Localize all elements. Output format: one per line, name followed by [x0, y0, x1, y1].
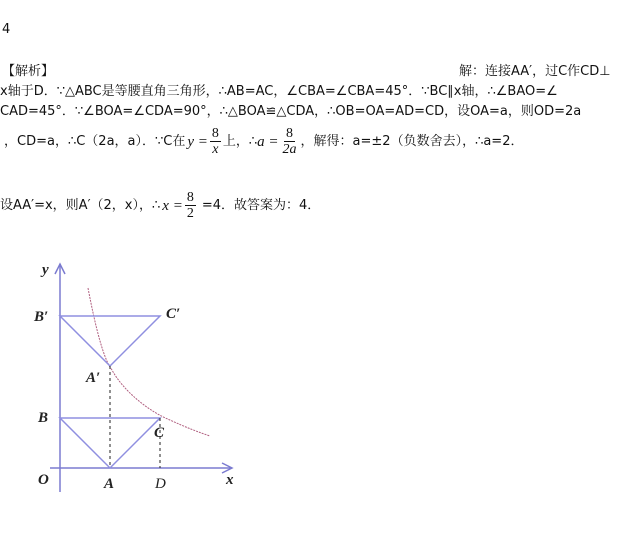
solution-line-3: CAD=45°．∵∠BOA=∠CDA=90°，∴△BOA≌△CDA，∴OB=OA=AD=CD，设OA=a，则OD=2a	[0, 104, 582, 119]
line-4-part-b: 上，∴	[222, 133, 258, 149]
line-5-part-b: =4．故答案为：4．	[201, 197, 321, 213]
y-axis-label: y	[42, 262, 49, 278]
point-c-prime-label: C′	[166, 306, 181, 322]
triangle-a-prime-b-prime-c-prime	[60, 316, 160, 366]
point-b-prime-label: B′	[34, 309, 49, 325]
solution-line-2: x轴于D．∵△ABC是等腰直角三角形，∴AB=AC，∠CBA=∠CBA=45°．∵BC∥x轴，∴∠BAO=∠	[0, 84, 558, 99]
point-b-label: B	[38, 410, 49, 426]
line-4-part-c: ，解得：a=±2（负数舍去），∴a=2．	[300, 133, 524, 149]
point-c-label: C	[154, 425, 165, 441]
point-d-label: D	[155, 476, 166, 492]
triangle-abc	[60, 418, 160, 468]
fraction-numerator: 8	[186, 190, 194, 205]
answer-number: 4	[2, 22, 11, 37]
a-equals: a =	[257, 133, 279, 150]
fraction-numerator: 8	[286, 126, 294, 141]
fraction-denominator: 2a	[282, 142, 297, 157]
solution-line-1: 解：连接AA′，过C作CD⊥	[459, 64, 611, 79]
x-equals: x =	[162, 197, 183, 214]
line-4-part-a: ，CD=a，∴C（2a，a）．∵C在	[4, 133, 186, 149]
line-5-part-a: 设AA′=x，则A′（2，x），∴	[0, 197, 161, 213]
y-equals: y =	[187, 133, 208, 150]
fraction-numerator: 8	[211, 126, 219, 141]
analysis-heading: 【解析】	[2, 64, 55, 79]
x-axis-label: x	[226, 472, 234, 488]
point-a-label: A	[104, 476, 115, 492]
fraction-denominator: x	[212, 142, 219, 157]
fraction-denominator: 2	[186, 206, 194, 221]
origin-label: O	[38, 472, 49, 488]
point-a-prime-label: A′	[86, 370, 101, 386]
